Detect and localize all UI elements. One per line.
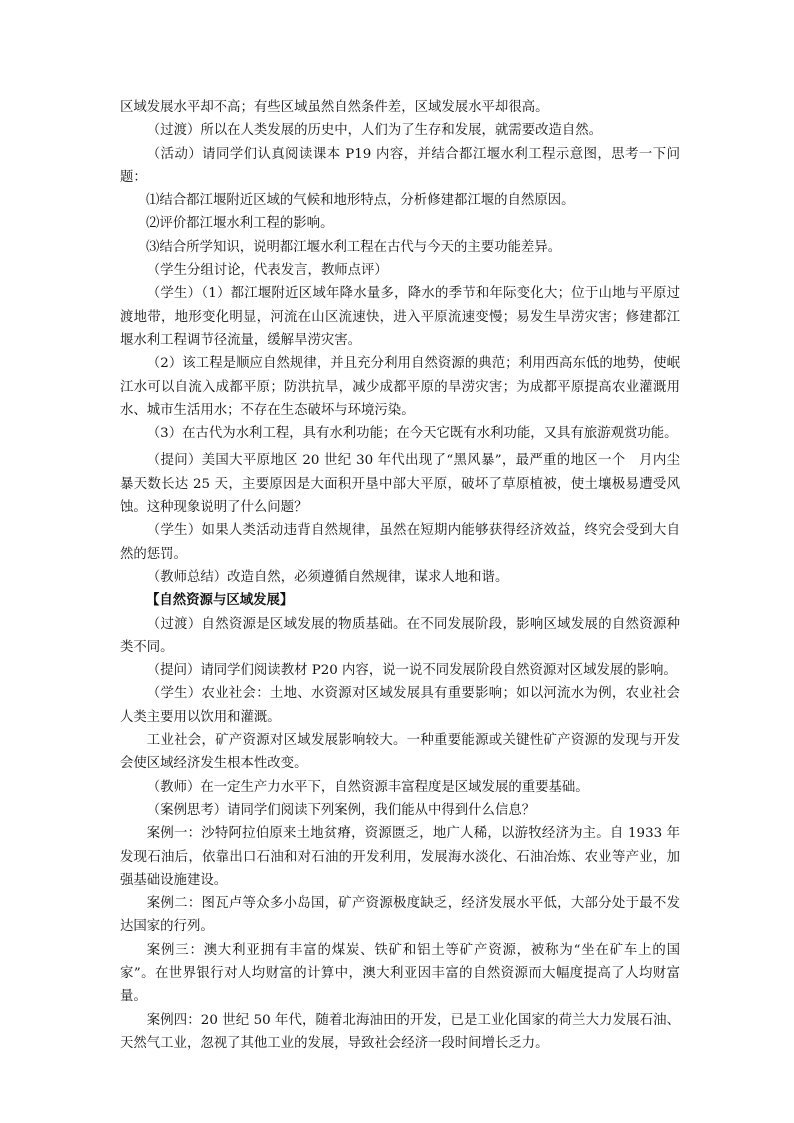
paragraph-case-thinking: （案例思考）请同学们阅读下列案例，我们能从中得到什么信息？ bbox=[146, 802, 536, 818]
question-3: ⑶结合所学知识，说明都江堰水利工程在古代与今天的主要功能差异。 bbox=[146, 239, 562, 255]
case-1: 案例一：沙特阿拉伯原来土地贫瘠，资源匮乏，地广人稀，以游牧经济为主。自 1933 年发现石油后，依靠出口石油和对石油的开发利用，发展海水淡化、石油冶炼、农业等产业，加强基础设施建设。 bbox=[120, 826, 680, 888]
paragraph-intro: 区域发展水平却不高；有些区域虽然自然条件差，区域发展水平却很高。 bbox=[120, 100, 549, 115]
case-2: 案例二：图瓦卢等众多小岛国，矿产资源极度缺乏，经济发展水平低，大部分处于最不发达国家的行列。 bbox=[120, 896, 680, 935]
paragraph-transition: （过渡）所以在人类发展的历史中，人们为了生存和发展，就需要改造自然。 bbox=[146, 123, 603, 139]
document-body bbox=[120, 96, 680, 1055]
paragraph-discussion: （学生分组讨论，代表发言，教师点评） bbox=[146, 263, 388, 279]
paragraph-student-answer-2: （2）该工程是顺应自然规律，并且充分利用自然资源的典范；利用西高东低的地势，使岷江水可以自流入成都平原；防洪抗旱，减少成都平原的旱涝灾害；为成都平原提高农业灌溉用水、城市生活用水；不存在生态破坏与环境污染。 bbox=[120, 356, 680, 418]
paragraph-question-black-storm: （提问）美国大平原地区 20 世纪 30 年代出现了“黑风暴”，最严重的地区一个 月内尘暴天数长达 25 天，主要原因是大面积开垦中部大平原，破坏了草原植被，使土壤极易遭受风蚀。这种现象说明了什么问题？ bbox=[120, 453, 680, 516]
paragraph-student-answer-3: （3）在古代为水利工程，具有水利功能；在今天它既有水利功能，又具有旅游观赏功能。 bbox=[146, 426, 678, 442]
case-4: 案例四：20 世纪 50 年代，随着北海油田的开发，已是工业化国家的荷兰大力发展石油、天然气工业，忽视了其他工业的发展，导致社会经济一段时间增长乏力。 bbox=[120, 1012, 680, 1051]
question-2: ⑵评价都江堰水利工程的影响。 bbox=[146, 216, 334, 232]
paragraph-student-answer-1: （学生）（1）都江堰附近区域年降水量多，降水的季节和年际变化大；位于山地与平原过渡地带，地形变化明显，河流在山区流速快，进入平原流速变慢；易发生旱涝灾害；修建都江堰水利工程调节径流量，缓解旱涝灾害。 bbox=[120, 286, 680, 348]
paragraph-teacher-summary: （教师总结）改造自然，必须遵循自然规律，谋求人地和谐。 bbox=[146, 569, 509, 585]
question-1: ⑴结合都江堰附近区域的气候和地形特点，分析修建都江堰的自然原因。 bbox=[146, 193, 575, 209]
paragraph-student-reply: （学生）如果人类活动违背自然规律，虽然在短期内能够获得经济效益，终究会受到大自然的惩罚。 bbox=[120, 523, 680, 562]
paragraph-teacher: （教师）在一定生产力水平下，自然资源丰富程度是区域发展的重要基础。 bbox=[146, 779, 589, 795]
paragraph-transition-resources: （过渡）自然资源是区域发展的物质基础。在不同发展阶段，影响区域发展的自然资源种类不同。 bbox=[120, 616, 680, 655]
section-heading: 【自然资源与区域发展】 bbox=[146, 592, 294, 609]
paragraph-industrial-society: 工业社会，矿产资源对区域发展影响较大。一种重要能源或关键性矿产资源的发现与开发会使区域经济发生根本性改变。 bbox=[120, 733, 680, 772]
paragraph-activity: （活动）请同学们认真阅读课本 P19 内容，并结合都江堰水利工程示意图，思考一下问题： bbox=[120, 146, 680, 185]
paragraph-question-p20: （提问）请同学们阅读教材 P20 内容，说一说不同发展阶段自然资源对区域发展的影响。 bbox=[146, 663, 677, 679]
case-3: 案例三：澳大利亚拥有丰富的煤炭、铁矿和铝土等矿产资源，被称为“坐在矿车上的国家”。在世界银行对人均财富的计算中，澳大利亚因丰富的自然资源而大幅度提高了人均财富量。 bbox=[120, 942, 680, 1005]
paragraph-agricultural-society: （学生）农业社会：土地、水资源对区域发展具有重要影响；如以河流水为例，农业社会人类主要用以饮用和灌溉。 bbox=[120, 686, 680, 725]
